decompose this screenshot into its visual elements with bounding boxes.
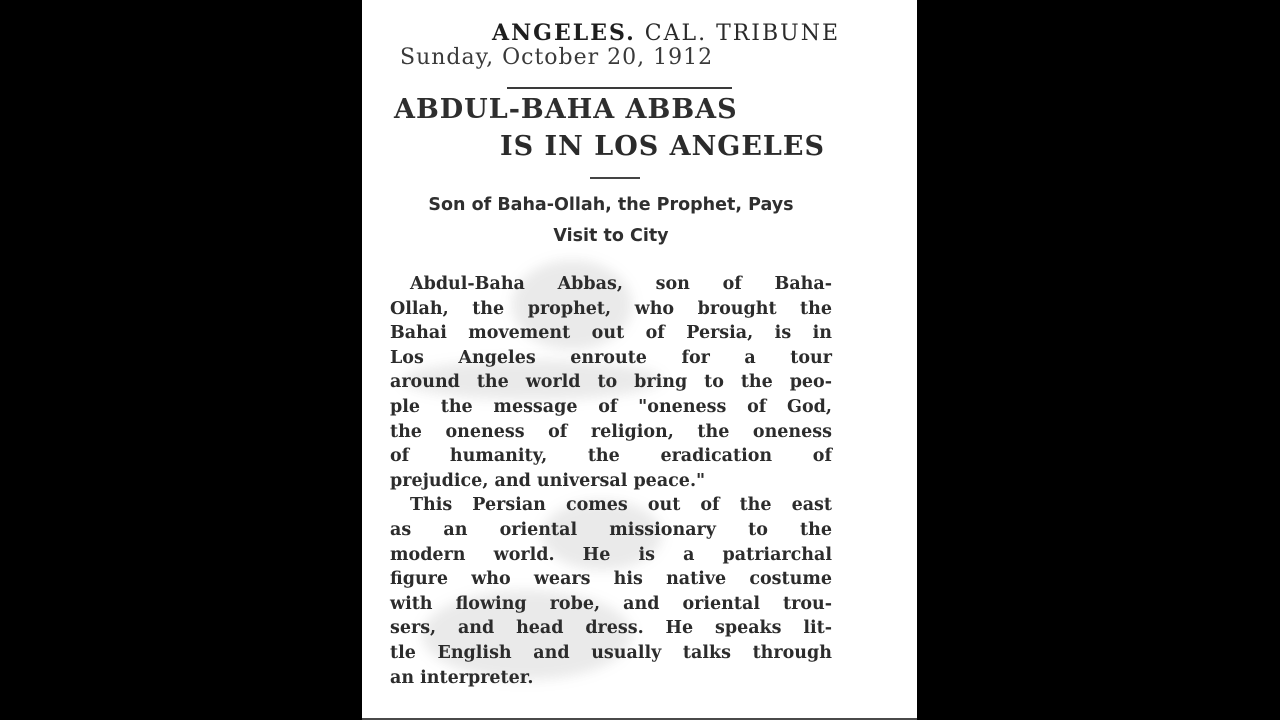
divider [507, 87, 732, 89]
masthead-paper: CAL. TRIBUNE [644, 21, 841, 46]
body-line: tle English and usually talks through [390, 642, 832, 663]
article-body [390, 272, 832, 690]
body-line: ple the message of "oneness of God, [390, 396, 832, 417]
body-line: an interpreter. [390, 667, 534, 688]
body-line: Los Angeles enroute for a tour [390, 347, 832, 368]
subheadline [390, 190, 832, 252]
body-line: figure who wears his native costume [390, 569, 832, 590]
body-line: the oneness of religion, the oneness [390, 421, 832, 442]
headline-line-2: IS IN LOS ANGELES [500, 131, 825, 162]
publication-date: Sunday, October 20, 1912 [400, 45, 714, 70]
subheadline-line-2: Visit to City [553, 226, 669, 246]
divider [590, 177, 640, 179]
body-line: Bahai movement out of Persia, is in [390, 323, 832, 344]
masthead-city: ANGELES. [492, 20, 636, 46]
body-line: This Persian comes out of the east [410, 495, 832, 516]
newspaper-masthead [492, 20, 840, 46]
body-line: Abdul-Baha Abbas, son of Baha- [410, 274, 832, 294]
body-line: around the world to bring to the peo- [390, 372, 832, 393]
newspaper-clipping [362, 0, 917, 720]
body-line: sers, and head dress. He speaks lit- [390, 618, 832, 639]
body-line: prejudice, and universal peace." [390, 470, 706, 491]
headline-line-1: ABDUL-BAHA ABBAS [394, 94, 738, 125]
body-line: modern world. He is a patriarchal [390, 544, 832, 565]
body-line: as an oriental missionary to the [390, 519, 832, 540]
subheadline-line-1: Son of Baha-Ollah, the Prophet, Pays [428, 195, 794, 215]
body-line: Ollah, the prophet, who brought the [390, 298, 832, 319]
body-line: with flowing robe, and oriental trou- [390, 593, 832, 614]
body-line: of humanity, the eradication of [390, 446, 832, 467]
